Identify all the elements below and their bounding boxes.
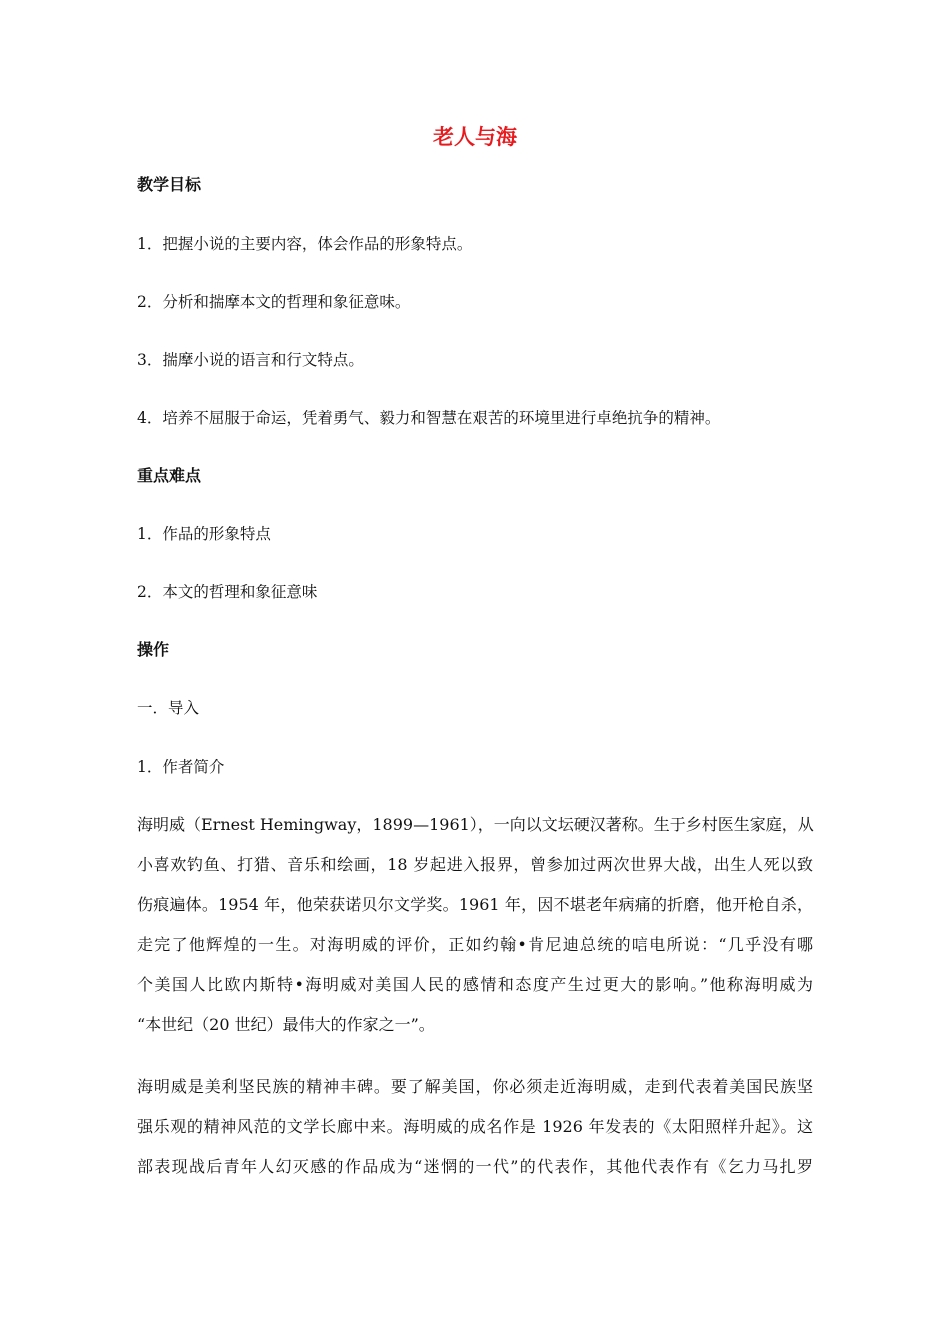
goal-item-3: 3．揣摩小说的语言和行文特点。 bbox=[137, 351, 364, 369]
paragraph2-line: 海明威是美利坚民族的精神丰碑。要了解美国，你必须走近海明威，走到代表着美国民族坚 bbox=[137, 1077, 813, 1096]
paragraph1-line: 走完了他辉煌的一生。对海明威的评价，正如约翰•肯尼迪总统的唁电所说：“几乎没有哪 bbox=[137, 935, 813, 954]
goal-item-2: 2．分析和揣摩本文的哲理和象征意味。 bbox=[137, 293, 411, 311]
key-point-item-2: 2．本文的哲理和象征意味 bbox=[137, 583, 318, 601]
key-point-item-1: 1．作品的形象特点 bbox=[137, 525, 271, 543]
paragraph1-line: 小喜欢钓鱼、打猎、音乐和绘画，18 岁起进入报界，曾参加过两次世界大战，出生人死以致 bbox=[137, 855, 813, 874]
operation-subheading: 一．导入 bbox=[137, 699, 200, 717]
section-heading-key-points: 重点难点 bbox=[137, 466, 202, 485]
section-heading-operation: 操作 bbox=[137, 640, 170, 659]
document-title: 老人与海 bbox=[433, 125, 517, 149]
author-intro-heading: 1．作者简介 bbox=[137, 758, 225, 776]
paragraph1-line: “本世纪（20 世纪）最伟大的作家之一”。 bbox=[137, 1015, 435, 1034]
paragraph2-line: 强乐观的精神风范的文学长廊中来。海明威的成名作是 1926 年发表的《太阳照样升起》。这 bbox=[137, 1117, 813, 1136]
goal-item-4: 4．培养不屈服于命运，凭着勇气、毅力和智慧在艰苦的环境里进行卓绝抗争的精神。 bbox=[137, 409, 721, 427]
paragraph1-line: 海明威（Ernest Hemingway，1899—1961），一向以文坛硬汉著称。生于乡村医生家庭，从 bbox=[137, 815, 814, 834]
goal-item-1: 1．把握小说的主要内容，体会作品的形象特点。 bbox=[137, 235, 473, 253]
section-heading-goals: 教学目标 bbox=[137, 175, 202, 194]
paragraph2-line: 部表现战后青年人幻灭感的作品成为“迷惘的一代”的代表作，其他代表作有《乞力马扎罗 bbox=[137, 1157, 813, 1176]
paragraph1-line: 个美国人比欧内斯特•海明威对美国人民的感情和态度产生过更大的影响。”他称海明威为 bbox=[137, 975, 813, 994]
paragraph1-line: 伤痕遍体。1954 年，他荣获诺贝尔文学奖。1961 年，因不堪老年病痛的折磨，他开枪自杀， bbox=[137, 895, 813, 914]
